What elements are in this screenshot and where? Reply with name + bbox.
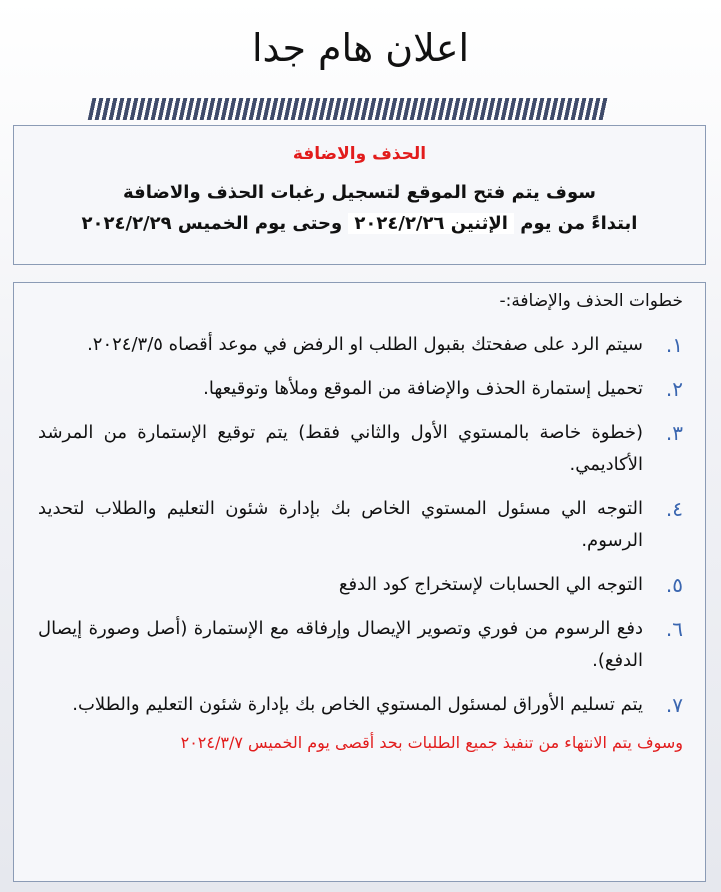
step-text: سيتم الرد على صفحتك بقبول الطلب او الرفض في موعد أقصاه ٢٠٢٤/٣/٥. (87, 334, 643, 355)
step-item (38, 417, 683, 481)
steps-box (13, 282, 706, 882)
page-title: اعلان هام جدا (251, 26, 470, 70)
announcement-end-date: وحتى يوم الخميس ٢٠٢٤/٢/٢٩ (81, 213, 343, 234)
step-number: ٦. (665, 617, 683, 641)
step-text: يتم تسليم الأوراق لمسئول المستوي الخاص بك بإدارة شئون التعليم والطلاب. (72, 694, 643, 715)
announcement-heading: الحذف والاضافة (292, 144, 427, 164)
step-number: ١. (665, 333, 683, 357)
step-text: التوجه الي مسئول المستوي الخاص بك بإدارة شئون التعليم والطلاب لتحديد الرسوم. (38, 498, 643, 551)
step-item (38, 329, 683, 361)
step-text: التوجه الي الحسابات لإستخراج كود الدفع (338, 574, 643, 595)
step-number: ٤. (665, 497, 683, 521)
decorative-stripe-divider (88, 98, 610, 120)
steps-list (38, 329, 683, 721)
announcement-start-date: الإثنين ٢٠٢٤/٢/٢٦ (348, 213, 514, 234)
step-number: ٢. (665, 377, 683, 401)
step-item (38, 569, 683, 601)
step-item (38, 613, 683, 677)
announcement-start-prefix: ابتداءً من يوم (520, 213, 638, 234)
step-number: ٣. (665, 421, 683, 445)
step-item (38, 689, 683, 721)
step-number: ٥. (665, 573, 683, 597)
announcement-box (13, 125, 706, 265)
step-number: ٧. (665, 693, 683, 717)
step-text: تحميل إستمارة الحذف والإضافة من الموقع وملأها وتوقيعها. (203, 378, 643, 399)
step-text: دفع الرسوم من فوري وتصوير الإيصال وإرفاقه مع الإستمارة (أصل وصورة إيصال الدفع). (38, 618, 643, 671)
step-text: (خطوة خاصة بالمستوي الأول والثاني فقط) يتم توقيع الإستمارة من المرشد الأكاديمي. (38, 422, 643, 475)
final-deadline-note: وسوف يتم الانتهاء من تنفيذ جميع الطلبات بحد أقصى يوم الخميس ٢٠٢٤/٣/٧ (180, 733, 683, 752)
steps-heading: خطوات الحذف والإضافة:- (499, 291, 683, 311)
announcement-line-1: سوف يتم فتح الموقع لتسجيل رغبات الحذف والاضافة (123, 182, 596, 203)
announcement-line-2 (14, 213, 705, 234)
step-item (38, 493, 683, 557)
step-item (38, 373, 683, 405)
